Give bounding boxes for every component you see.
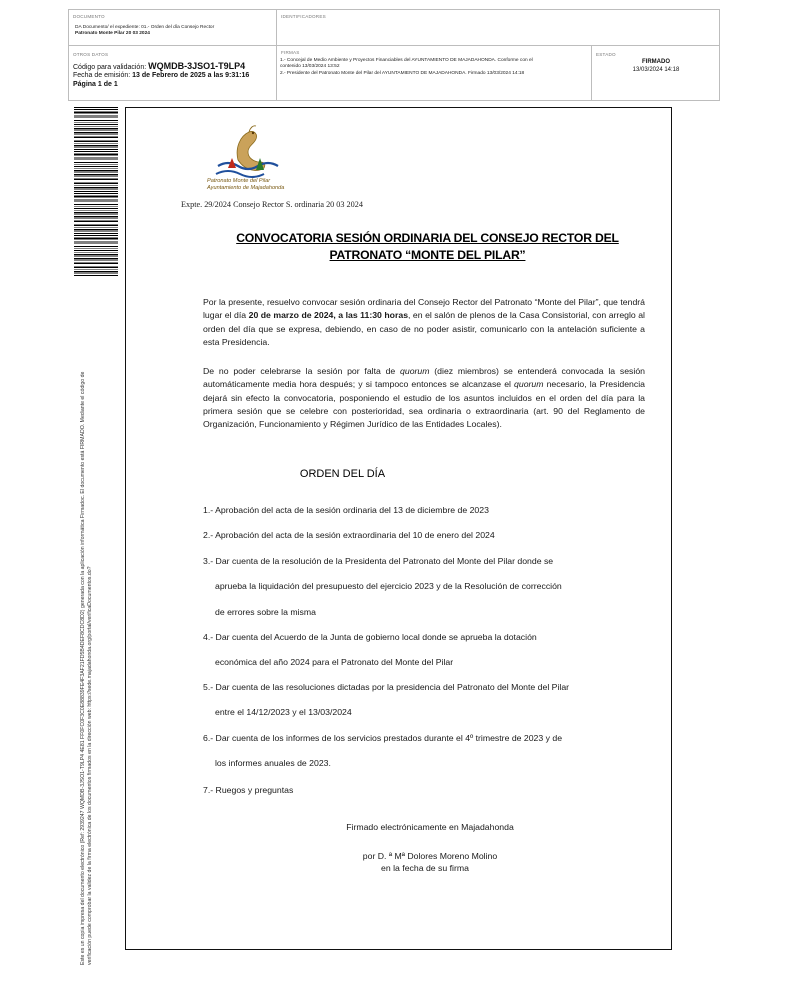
estado-label: ESTADO: [596, 52, 616, 57]
fecha-label: Fecha de emisión:: [73, 72, 131, 79]
quorum-term: quorum: [514, 379, 544, 390]
firmas-label: FIRMAS: [281, 50, 300, 55]
logo-text: Patronato Monte del Pilar: [207, 178, 271, 184]
firma-1-date: contenido 13/03/2024 13:52: [280, 64, 340, 69]
para-text: (diez miembros) se entenderá convocada la sesión automáticamente media hora después; y si tampoco entonces se alcanzase el: [203, 366, 645, 390]
margin-line-2: verificación puede comprobar la validez de la firma electrónica de los documentos firmados en la dirección web: https://sede.majadahonda.org/portal/verificaDocumentos.do?: [87, 566, 93, 965]
estado-value: FIRMADO: [642, 59, 670, 65]
codigo-value: WQMDB-3JSO1-T9LP4: [148, 61, 246, 71]
agenda-item: [203, 675, 645, 726]
agenda-item: [203, 625, 645, 676]
page-title: CONVOCATORIA SESIÓN ORDINARIA DEL CONSEJO RECTOR DEL: [236, 231, 619, 245]
agenda-item-line: aprueba la liquidación del presupuesto del ejercicio 2023 y de la Resolución de corrección: [215, 581, 562, 592]
expediente-ref: Expte. 29/2024 Consejo Rector S. ordinaria 20 03 2024: [181, 200, 363, 209]
firma-1: 1.- Concejal de Medio Ambiente y Proyectos Financiables del AYUNTAMIENTO DE MAJADAHONDA. Conforme con el: [280, 58, 533, 63]
signature-name: por D. ª Mª Dolores Moreno Molino: [362, 851, 498, 861]
verification-margin-text: [80, 300, 94, 965]
para-text: necesario, la Presidencia dejará sin efecto la convocatoria, posponiendo el estudio de los asuntos incluidos en el orden del día para la primera sesión que se celebre con posterioridad, sea ordinaria o extraordinaria (art. 90 del Reglamento de Organización, Funcionamiento y Régimen Jurídico de las Entidades Locales).: [203, 379, 645, 430]
quorum-term: quorum: [400, 366, 430, 376]
pagina-count: Página 1 de 1: [73, 81, 118, 88]
codigo-validacion[interactable]: [73, 62, 245, 73]
quorum-paragraph: [203, 365, 645, 431]
margin-line-1: Este es un copia impresa del documento electrónico (Ref: 2939247 WQMDB-3JSO1-T9LP4 4E81 FF0FC0F3C0E88839FE4F3AF21FD5B4DEF8CDC8D2) generada con la aplicación informática Firmadoc. El documento está FIRMADO. Mediante el código de: [80, 371, 86, 965]
agenda-item: 7.- Ruegos y preguntas: [203, 785, 294, 795]
documento-line: Patronato Monte Pilar 20 03 2024: [75, 31, 150, 36]
agenda-item: 1.- Aprobación del acta de la sesión ordinaria del 13 de diciembre de 2023: [203, 505, 489, 515]
identificadores-cell: [277, 10, 720, 46]
agenda-item-line: 6.- Dar cuenta de los informes de los servicios prestados durante el 4º trimestre de 2023 y de: [203, 733, 563, 743]
estado-date: 13/03/2024 14:18: [632, 67, 680, 73]
logo-text: Ayuntamiento de Majadahonda: [207, 185, 285, 191]
documento-label: DOCUMENTO: [73, 14, 105, 19]
fecha-value: 13 de Febrero de 2025 a las 9:31:16: [132, 72, 250, 79]
agenda-item-line: entre el 14/12/2023 y el 13/03/2024: [215, 707, 352, 718]
agenda-item: 2.- Aprobación del acta de la sesión extraordinaria del 10 de enero del 2024: [203, 530, 495, 540]
agenda-item-line: de errores sobre la misma: [215, 606, 316, 617]
agenda-item-line: 4.- Dar cuenta del Acuerdo de la Junta de gobierno local donde se aprueba la dotación: [203, 632, 537, 642]
documento-cell: [69, 10, 277, 46]
agenda-item: [203, 549, 645, 625]
documento-line: DA Documento/ el expediente: 01.- Orden del día Consejo Rector: [75, 25, 215, 30]
identificadores-label: IDENTIFICADORES: [281, 14, 326, 19]
para-text: Por la presente, resuelvo convocar sesión ordinaria del Consejo Rector del Patronato “Monte del Pilar”, que tendrá lugar el día: [203, 297, 645, 321]
barcode: [74, 107, 118, 277]
para-text: , en el salón de plenos de la Casa Consistorial, con arreglo al orden del día que se expresa, debiendo, en caso de no poder asistir, comunicarlo con la antelación suficiente a esta Presidencia.: [203, 310, 645, 347]
convocatoria-paragraph: [203, 296, 645, 349]
agenda-item: [203, 726, 645, 777]
agenda-item-line: económica del año 2024 para el Patronato del Monte del Pilar: [215, 657, 454, 668]
signature-line: Firmado electrónicamente en Majadahonda: [346, 822, 514, 832]
firma-2: 2.- Presidente del Patronato Monte del Pilar del AYUNTAMIENTO DE MAJADAHONDA. Firmado 13/03/2024 14:18: [280, 71, 525, 76]
fecha-emision: [73, 72, 249, 81]
orden-del-dia-heading: ORDEN DEL DÍA: [299, 468, 386, 480]
document-header: [68, 9, 720, 101]
page-title-line-2: PATRONATO “MONTE DEL PILAR”: [329, 248, 526, 262]
estado-cell: [592, 46, 720, 101]
session-date: 20 de marzo de 2024, a las 11:30 horas: [248, 310, 409, 321]
agenda-item-line: los informes anuales de 2023.: [215, 758, 331, 769]
otros-datos-cell: [69, 46, 277, 101]
firmas-cell: [277, 46, 592, 101]
para-text: De no poder celebrarse la sesión por falta de: [203, 366, 401, 376]
codigo-label: Código para validación:: [73, 64, 147, 71]
agenda-item-line: 3.- Dar cuenta de la resolución de la Presidenta del Patronato del Monte del Pilar donde se: [203, 556, 554, 566]
agenda-item-line: 5.- Dar cuenta de las resoluciones dictadas por la presidencia del Patronato del Monte del Pilar: [203, 682, 570, 692]
otros-datos-label: OTROS DATOS: [73, 52, 109, 57]
signature-date-note: en la fecha de su firma: [381, 863, 469, 873]
